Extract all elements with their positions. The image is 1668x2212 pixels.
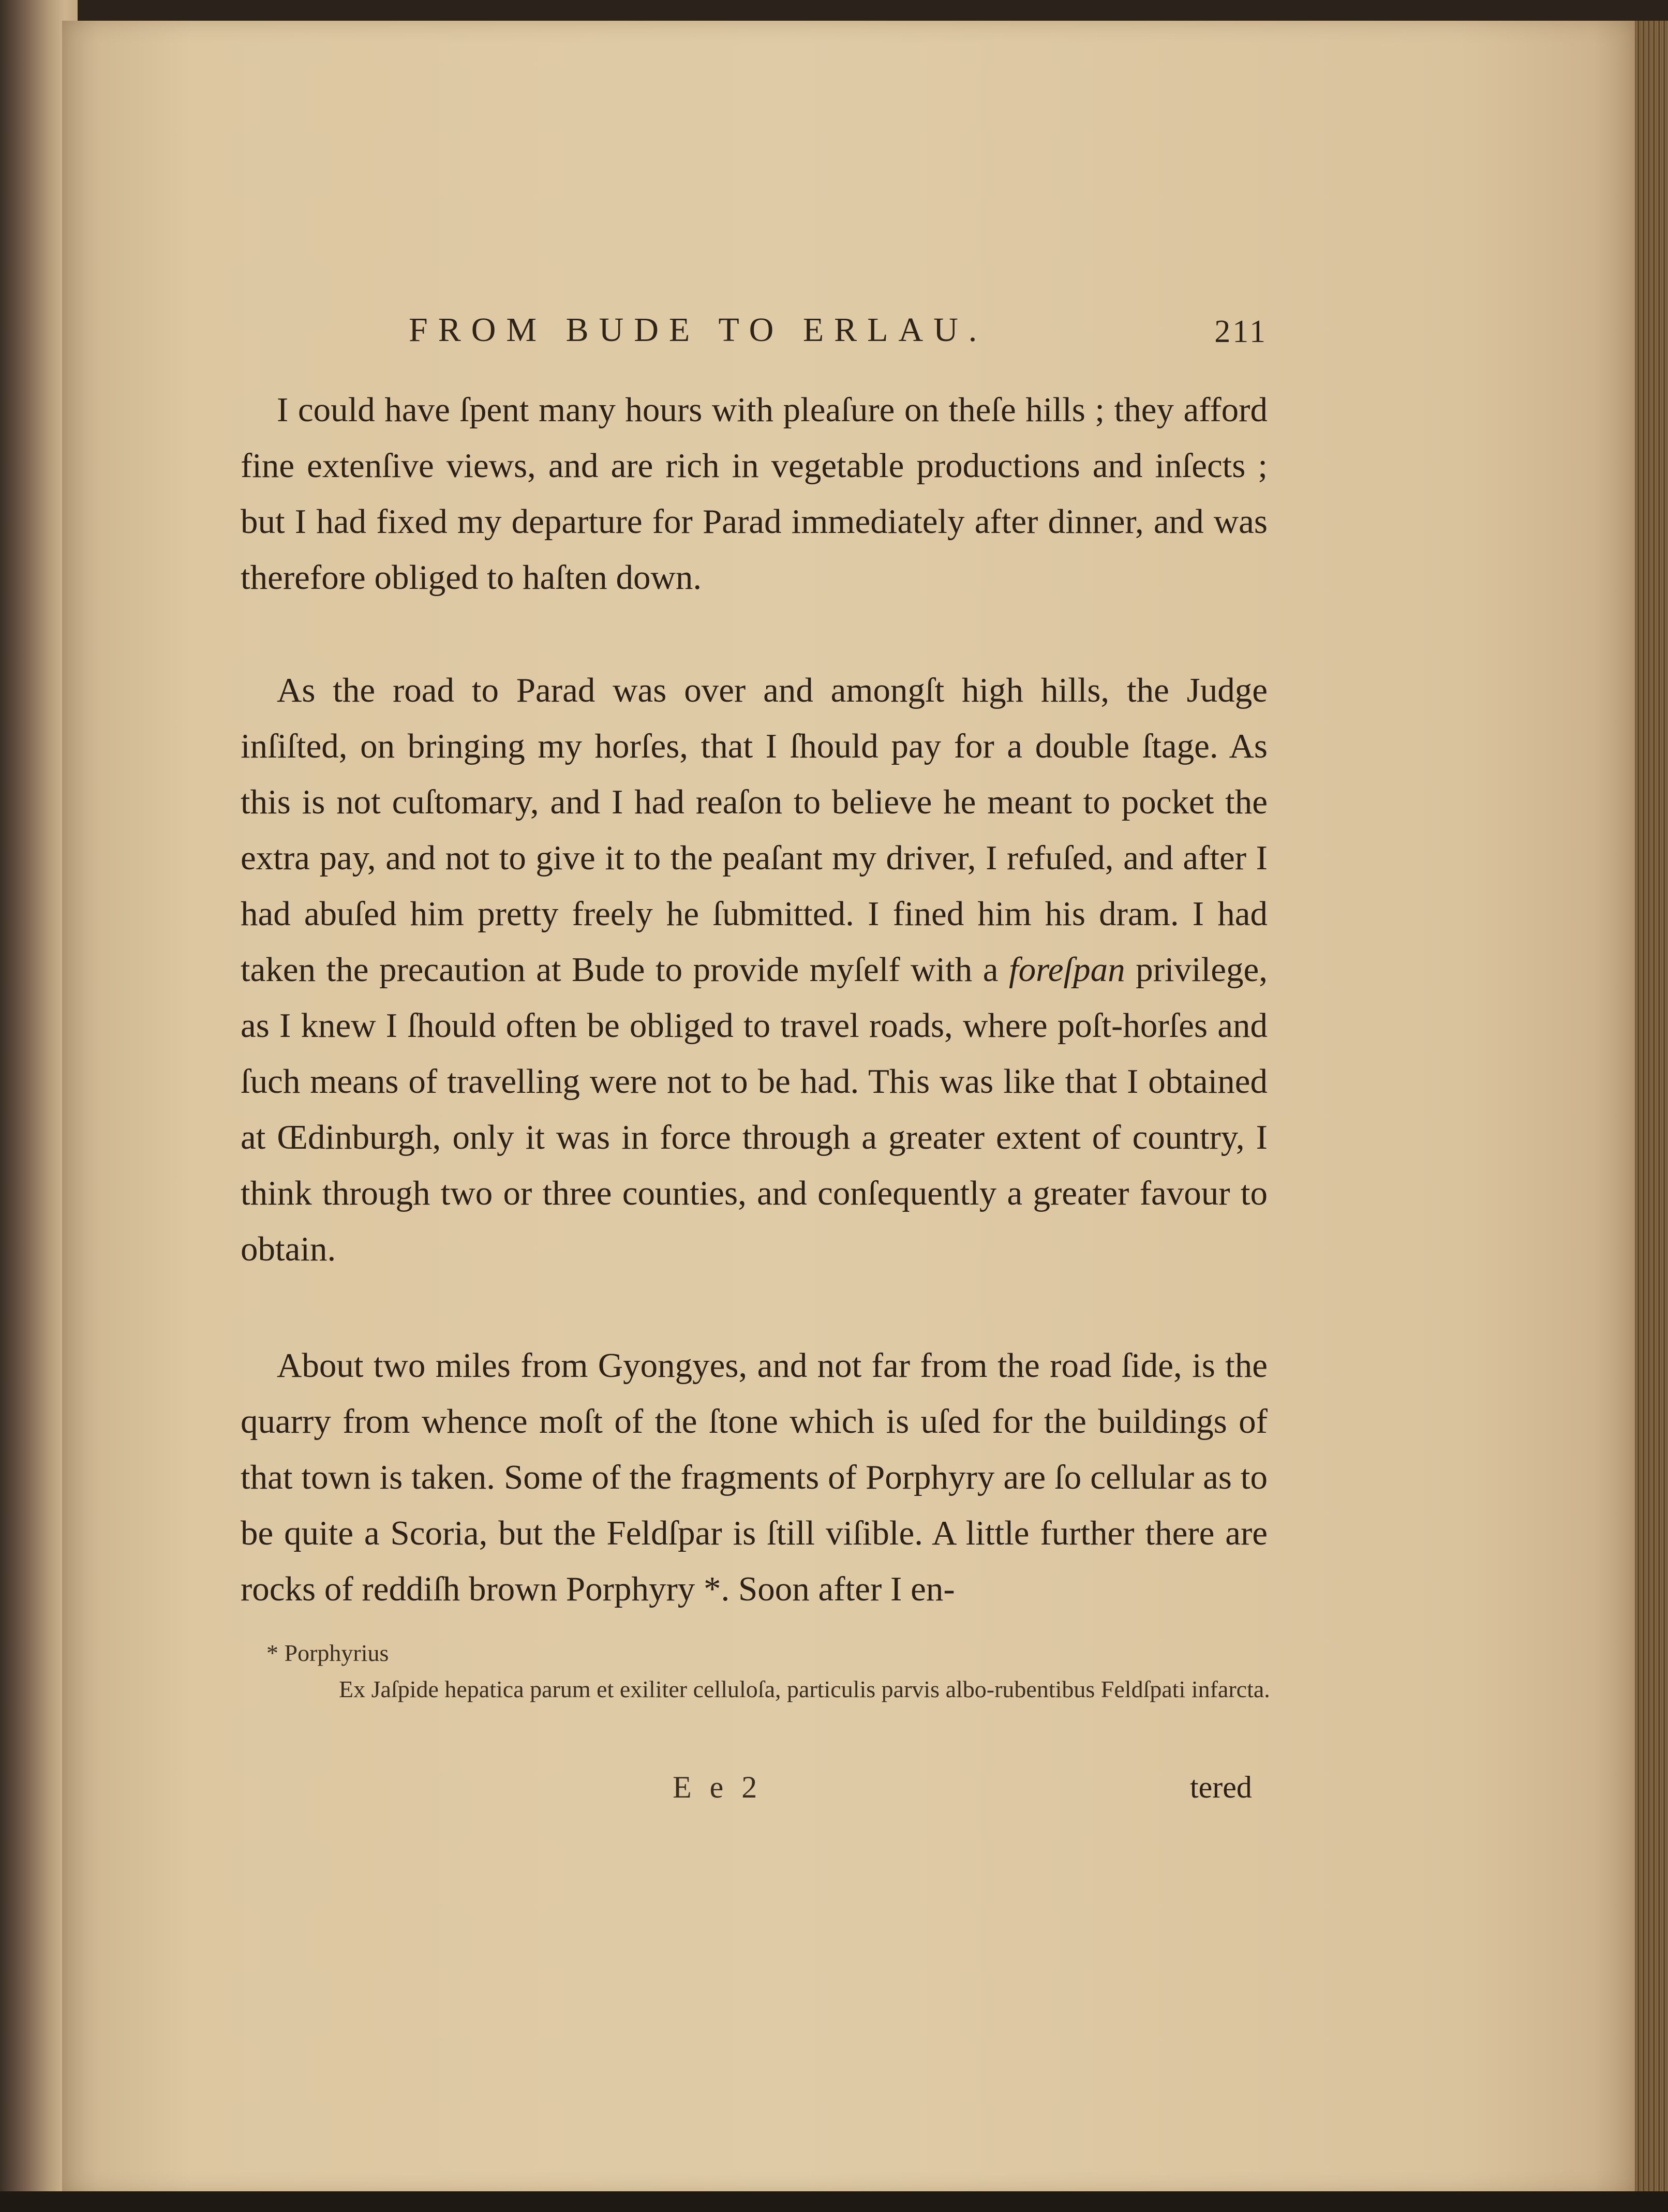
catchword: tered — [1190, 1770, 1252, 1804]
running-head: FROM BUDE TO ERLAU. — [409, 311, 988, 349]
footnote — [241, 1635, 1275, 1708]
page-header — [409, 310, 1268, 352]
footnote-text: Ex Jaſpide hepatica parum et exiliter celluloſa, particulis parvis albo-rubentibus Feldſpati infarcta. — [339, 1676, 1270, 1702]
page-number: 211 — [1214, 314, 1268, 349]
page-stack-edge — [1635, 21, 1668, 2194]
paragraph-2 — [241, 662, 1268, 1277]
paragraph-3: About two miles from Gyongyes, and not far from the road ſide, is the quarry from whence moſt of the ſtone which is uſed for the buildings of that town is taken. Some of the fragments of Porphyry are ſo cellular as to be quite a Scoria, but the Feldſpar is ſtill viſible. A little further there are rocks of reddiſh brown Porphyry *. Soon after I en- — [241, 1346, 1268, 1608]
footnote-marker: * Porphyrius — [266, 1640, 389, 1666]
paragraph-1: I could have ſpent many hours with pleaſure on theſe hills ; they afford fine extenſive views, and are rich in vegetable productions and inſects ; but I had fixed my departure for Parad immediately after dinner, and was therefore obliged to haſten down. — [241, 391, 1268, 597]
paragraph-2-text-b: privilege, as I knew I ſhould often be obliged to travel roads, where poſt-horſes and ſuch means of travelling were not to be had. This was like that I obtained at Œdinburgh, only it was in force through a greater extent of country, I think through two or three counties, and conſequently a greater favour to obtain. — [241, 951, 1268, 1268]
paragraph-2-text-a: As the road to Parad was over and amongſt high hills, the Judge inſiſted, on bringing my horſes, that I ſhould pay for a double ſtage. As this is not cuſtomary, and I had reaſon to believe he meant to pocket the extra pay, and not to give it to the peaſant my driver, I refuſed, and after I had abuſed him pretty freely he ſubmitted. I fined him his dram. I had taken the precaution at Bude to provide myſelf with a — [241, 671, 1268, 989]
paragraph-2-italic-term: foreſpan — [1009, 951, 1125, 989]
bottom-edge — [0, 2191, 1668, 2212]
signature-mark: E e 2 — [673, 1770, 763, 1804]
